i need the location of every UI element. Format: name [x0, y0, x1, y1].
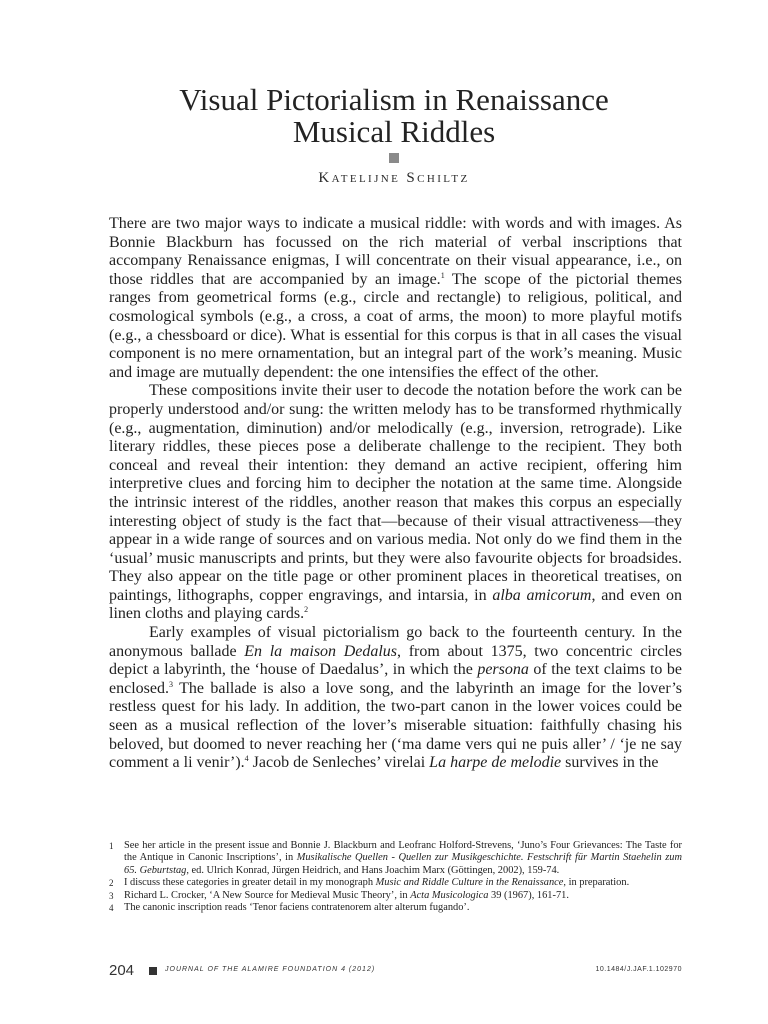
footnotes	[109, 840, 682, 914]
body-paragraph	[109, 382, 682, 624]
italic-text: La harpe de melodie	[429, 754, 562, 772]
text-run: , from about 1375, two concentric circles depict a labyrinth, the ‘house of Daedalus’, in which the	[109, 642, 682, 679]
article-title	[100, 84, 688, 148]
title-line-2: Musical Riddles	[292, 114, 496, 149]
doi: 10.1484/J.JAF.1.102970	[595, 966, 682, 973]
footnote	[109, 890, 682, 902]
article-body	[109, 215, 682, 773]
text-run: See her article in the present issue and Bonnie J. Blackburn and Leofranc Holford-Strevens, ‘Juno’s Four Grievances: The Taste for the Antique in Canonic Inscriptions’, in	[124, 840, 682, 864]
square-ornament-icon	[389, 153, 399, 163]
italic-text: Acta Musicologica	[410, 889, 489, 901]
italic-text: alba amicorum	[492, 586, 592, 604]
text-run: The scope of the pictorial themes ranges from geometrical forms (e.g., circle and rectangle) to religious, political, and cosmological symbols (e.g., a cross, a coat of arms, the moon) to more playful motifs (e.g., a chessboard or dice). What is essential for this corpus is that in all cases the visual component is no mere ornamentation, but an integral part of the work’s meaning. Music and image are mutually dependent: the one intensifies the effect of the other.	[109, 270, 682, 381]
footnote	[109, 877, 682, 889]
text-run: , and even on linen cloths and playing cards.	[109, 586, 683, 623]
page-footer	[109, 962, 682, 982]
text-run: Early examples of visual pictorialism go back to the fourteenth century. In the anonymous ballade	[109, 624, 682, 660]
footnote-reference: 3	[168, 679, 173, 689]
text-run: , ed. Ulrich Konrad, Jürgen Heidrich, and Hans Joachim Marx (Göttingen, 2002), 159-74.	[186, 864, 560, 876]
footnote-reference: 1	[440, 270, 445, 280]
text-run: There are two major ways to indicate a musical riddle: with words and with images. As Bonnie Blackburn has focussed on the rich material of verbal inscriptions that accompany Renaissance enigmas, I will concentrate on their visual appearance, i.e., on those riddles that are accompanied by an image.	[109, 215, 682, 288]
title-line-1: Visual Pictorialism in Renaissance	[179, 82, 609, 117]
italic-text: Music and Riddle Culture in the Renaissance	[375, 877, 564, 889]
footnote-number: 2	[109, 878, 114, 889]
footnote-number: 1	[109, 841, 114, 851]
footnote	[109, 902, 682, 914]
body-paragraph	[109, 624, 682, 773]
italic-text: persona	[477, 661, 529, 679]
text-run: The ballade is also a love song, and the labyrinth an image for the lover’s restless quest for his lady. In addition, the two-part canon in the lower voices could be seen as a musical reflection of the lover’s miserable situation: faithfully chasing his beloved, but doomed to never reaching her (‘ma dame vers qui ne puis aller’ / ‘je ne say comment a li venir’).	[109, 679, 682, 772]
italic-text: En la maison Dedalus	[244, 642, 398, 660]
text-run: The canonic inscription reads ‘Tenor faciens contratenorem alter alterum fugando’.	[124, 902, 470, 914]
journal-name: JOURNAL OF THE ALAMIRE FOUNDATION 4 (2012)	[165, 966, 376, 973]
footnote-reference: 4	[244, 754, 249, 764]
text-run: Jacob de Senleches’ virelai	[248, 754, 430, 772]
footnote-number: 3	[109, 890, 114, 901]
text-run: survives in the	[561, 754, 659, 772]
footnote-reference: 2	[304, 605, 309, 615]
text-run: of the text claims to be enclosed.	[109, 661, 682, 697]
text-run: 39 (1967), 161-71.	[488, 889, 569, 901]
text-run: , in preparation.	[563, 877, 630, 889]
footnote	[109, 840, 682, 877]
text-run: These compositions invite their user to decode the notation before the work can be properly understood and/or sung: the written melody has to be transformed rhythmically (e.g., augmentation, diminution) and/or melodically (e.g., inversion, retrograde). Like literary riddles, these pieces pose a deliberate challenge to the recipient. They both conceal and reveal their intention: they demand an active recipient, offering him interpretive clues and forcing him to decipher the notation at the same time. Alongside the intrinsic interest of the riddles, another reason that makes this corpus an especially interesting object of study is the fact that—because of their visual attractiveness—they appear in a wide range of sources and on various media. Not only do we find them in the ‘usual’ music manuscripts and prints, but they were also favourite objects for broadsides. They also appear on the title page or other prominent places in theoretical treatises, on paintings, lithographs, copper engravings, and intarsia, in	[109, 382, 682, 604]
square-separator-icon	[149, 967, 157, 975]
italic-text: Musikalische Quellen - Quellen zur Musikgeschichte. Festschrift für Martin Staehelin zum 65. Geburtstag	[124, 852, 683, 876]
text-run: I discuss these categories in greater detail in my monograph	[124, 877, 376, 889]
footnote-number: 4	[109, 903, 114, 914]
text-run: Richard L. Crocker, ‘A New Source for Medieval Music Theory’, in	[124, 889, 411, 901]
body-paragraph	[109, 215, 682, 382]
author-name: Katelijne Schiltz	[318, 170, 470, 186]
page-number: 204	[109, 962, 135, 979]
